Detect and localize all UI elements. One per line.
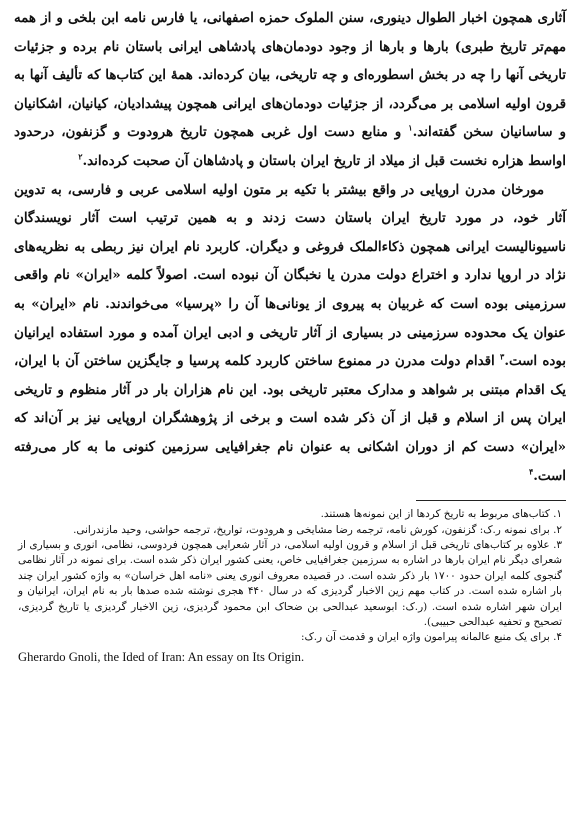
footnote-divider (416, 500, 566, 501)
footnote-ref-3[interactable]: ۳ (500, 351, 505, 362)
footnote-4-citation: Gherardo Gnoli, the Ided of Iran: An essay on Its Origin. (18, 649, 305, 664)
paragraph-2-text-b: اقدام دولت مدرن در ممنوع ساختن کاربرد کلمه پرسیا و جایگزین ساختن آن با ایران، یک اقدام مبتنی بر شواهد و مدارک معتبر تاریخی بود. این نام هزاران بار در آثار منظوم و تاریخی ایران پس از اسلام و قبل از آن ذکر شده است و برخی از پژوهشگران اروپایی نیز بر آن‌اند که «ایران» دست کم از دوران اشکانی به عنوان نام جغرافیایی سرزمین کنونی ما به کار می‌رفته است. (14, 353, 566, 484)
footnote-4: ۴. برای یک منبع عالمانه پیرامون واژه ایران و قدمت آن ر.ک: (300, 631, 562, 644)
paragraph-1-text-a: آثاری همچون اخبار الطوال دینوری، سنن الملوک حمزه اصفهانی، یا فارس نامه ابن بلخی و از همه مهم‌تر تاریخ طبری) بارها و بارها از وجود دودمان‌های پادشاهی ایرانی باستان نام برده و جزئیات تاریخی آنها را چه در بخش اسطوره‌ای و چه تاریخی، بیان کرده‌اند. همهٔ این کتاب‌ها که تألیف آنها به قرون اولیه اسلامی بر می‌گردد، از جزئیات دودمان‌های ایرانی همچون پیشدادیان، کیانیان، اشکانیان و ساسانیان سخن گفته‌اند. (14, 10, 567, 141)
footnote-3: ۳. علاوه بر کتاب‌های تاریخی قبل از اسلام و قرون اولیه اسلامی، در آثار شعرایی همچون فردوسی، نظامی، انوری و بسیاری از شعرای دیگر نام ایران بارها در اشاره به سرزمین جغرافیایی خاص، یعنی کشور ایران ذکر شده است. برای نمونه در آثار نظامی گنجوی کلمه ایران حدود ۱۷۰۰ بار ذکر شده است. در قصیده معروف انوری یعنی «نامه اهل خراسان» به واژه کشور ایران چند بار اشاره شده است. در کتاب مهم زین الاخبار گردیزی که در سال ۴۴۰ هجری نوشته شده صدها بار به نام ایران، ایرانیان و ایران شهر اشاره شده است. (ر.ک: ابوسعید عبدالحی بن ضحاک ابن محمود گردیزی، زین الاخبار گردیزی یا تاریخ گردیزی، تصحیح و تحفیه عبدالحی حبیبی). (18, 538, 563, 628)
paragraph-2-text-a: مورخان مدرن اروپایی در واقع بیشتر با تکیه بر متون اولیه اسلامی عربی و فارسی، به تدوین آثار خود، در مورد تاریخ ایران باستان دست زدند و به همین ترتیب است آثار نویسندگان ناسیونالیست ایرانی همچون ذکاءالملک فروغی و دیگران. کاربرد نام ایران نیز ربطی به نظریه‌های نژاد در اروپا ندارد و اختراع دولت مدرن یا نخبگان آن نبوده است. اصولاً کلمه «ایران» نام واقعی سرزمینی بوده است که غربیان به پیروی از یونانی‌ها آن را «پرسیا» می‌خواندند. نام «ایران» به عنوان یک محدوده سرزمینی در بسیاری از آثار تاریخی و ادبی ایران آمده و مورد استفاده ایرانیان بوده است. (14, 181, 566, 370)
paragraph-1-text-b: و منابع دست اول غربی همچون تاریخ هرودوت و گزنفون، درحدود اواسط هزاره نخست قبل از میلاد از تاریخ ایران باستان و پادشاهان آن صحبت کرده‌اند. (14, 124, 566, 169)
footnotes (14, 507, 566, 646)
paragraph-1 (14, 4, 566, 176)
footnote-1: ۱. کتاب‌های مربوط به تاریخ کردها از این نمونه‌ها هستند. (320, 508, 562, 521)
body-text (14, 4, 566, 490)
footnote-ref-2[interactable]: ۲ (78, 151, 83, 162)
footnote-2: ۲. برای نمونه ر.ک: گزنفون، کورش نامه، ترجمه رضا مشایخی و هرودوت، تواریخ، ترجمه حواشی، وحید مازندرانی. (73, 523, 562, 536)
footnote-ref-4[interactable]: ۴ (528, 466, 534, 477)
footnote-ref-1[interactable]: ۱ (408, 122, 413, 133)
paragraph-2 (14, 176, 566, 491)
